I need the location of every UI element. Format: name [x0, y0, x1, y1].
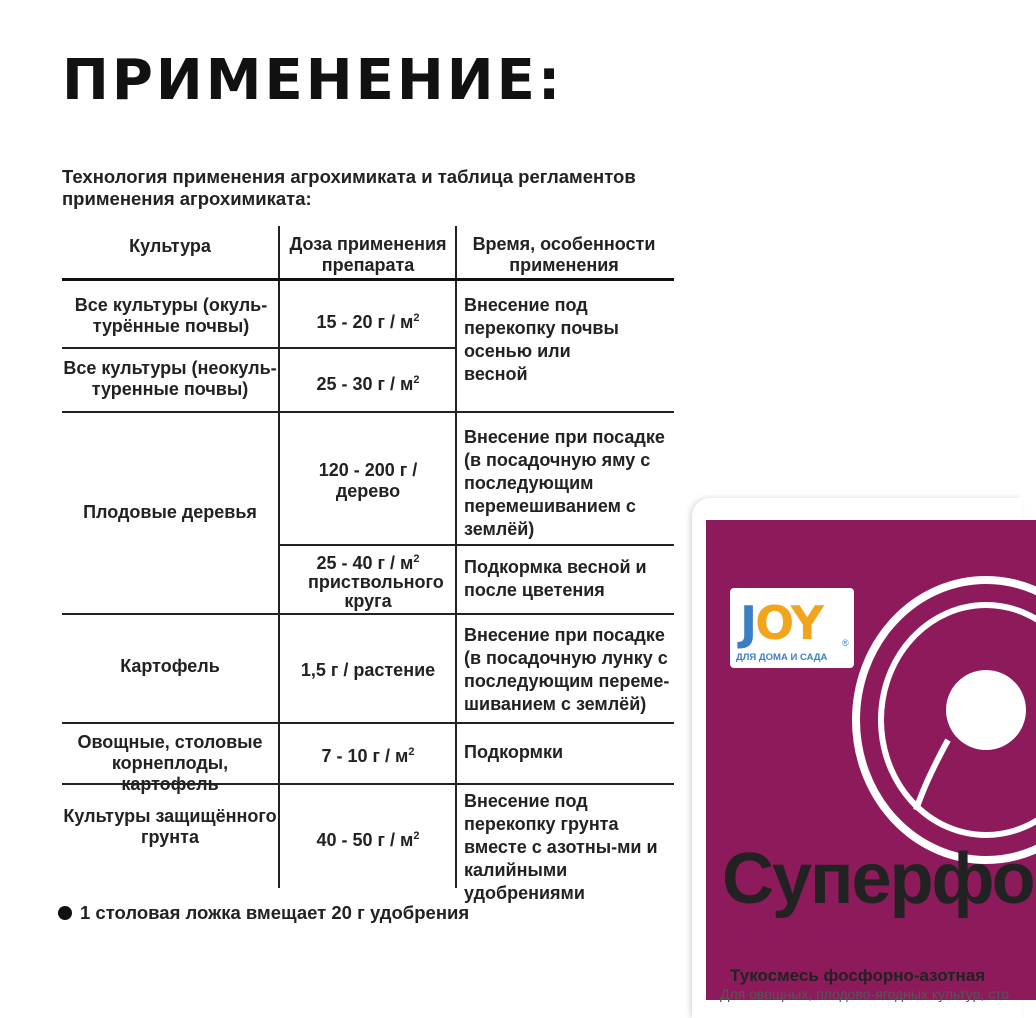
brand-tagline: ДЛЯ ДОМА И САДА [736, 652, 828, 663]
brand-name: JOY [740, 596, 822, 650]
dose-cell: 40 - 50 г / $м^2$ [316, 830, 420, 850]
product-subtitle: двойной [732, 916, 887, 957]
crop-cell: Все культуры (окуль-турённые почвы) [74, 295, 268, 336]
header-time: Время, особенности применения [472, 234, 656, 275]
page-title: ПРИМЕНЕНИЕ: [62, 48, 564, 113]
intro-text: Технология применения агрохимиката и таблица регламентов применения агрохимиката: [62, 166, 636, 209]
footnote-text: 1 столовая ложка вмещает 20 г удобрения [80, 902, 470, 923]
dose-cell: 15 - 20 г / $м^2$ [316, 312, 420, 332]
crop-cell: Культуры защищённого грунта [63, 806, 277, 847]
fruit-graphic [836, 530, 1036, 860]
brand-logo [730, 588, 854, 668]
crop-cell: Плодовые деревья [83, 502, 257, 522]
product-package-image [692, 498, 1034, 1018]
dose-cell: 120 - 200 г / дерево [318, 460, 418, 501]
crop-cell: Картофель [120, 656, 220, 676]
column-divider-2 [455, 226, 457, 888]
crop-cell: Овощные, столовые корнеплоды, картофель [77, 732, 263, 794]
footnote [58, 902, 469, 924]
header-divider [62, 278, 674, 281]
time-cell: Внесение под перекопку почвы осенью или весной [464, 295, 619, 384]
row-divider [62, 613, 674, 615]
header-crop: Культура [129, 236, 211, 256]
time-cell: Внесение при посадке (в посадочную лунку с последующим переме-шиванием с землёй) [464, 625, 670, 714]
time-cell: Внесение при посадке (в посадочную яму с последующим перемешиванием с землёй) [464, 427, 665, 539]
row-divider [62, 722, 674, 724]
row-divider [62, 411, 674, 413]
dose-cell: 25 - 30 г / $м^2$ [316, 374, 420, 394]
product-description: Для овощных, плодово-ягодных культур, сто [720, 986, 1010, 1002]
crop-cell: Все культуры (неокуль-туренные почвы) [63, 358, 277, 399]
time-cell: Внесение под перекопку грунта вместе с азотны-ми и калийными удобрениями [464, 791, 658, 903]
row-divider [280, 544, 674, 546]
dose-cell: 1,5 г / растение [300, 660, 436, 680]
time-cell: Подкормки [464, 742, 564, 762]
bullet-icon [58, 906, 72, 920]
time-cell: Подкормка весной и после цветения [464, 557, 647, 600]
column-divider-1 [278, 226, 280, 888]
row-divider [62, 347, 455, 349]
registered-icon: ® [842, 638, 849, 648]
header-dose: Доза применения препарата [289, 234, 447, 275]
dose-cell: 25 - 40 г / $м^2$ приствольного круга [308, 553, 444, 611]
product-name: Суперфо [722, 839, 1034, 919]
product-type: Тукосмесь фосфорно-азотная [730, 966, 986, 985]
dose-cell: 7 - 10 г / $м^2$ [321, 746, 415, 766]
